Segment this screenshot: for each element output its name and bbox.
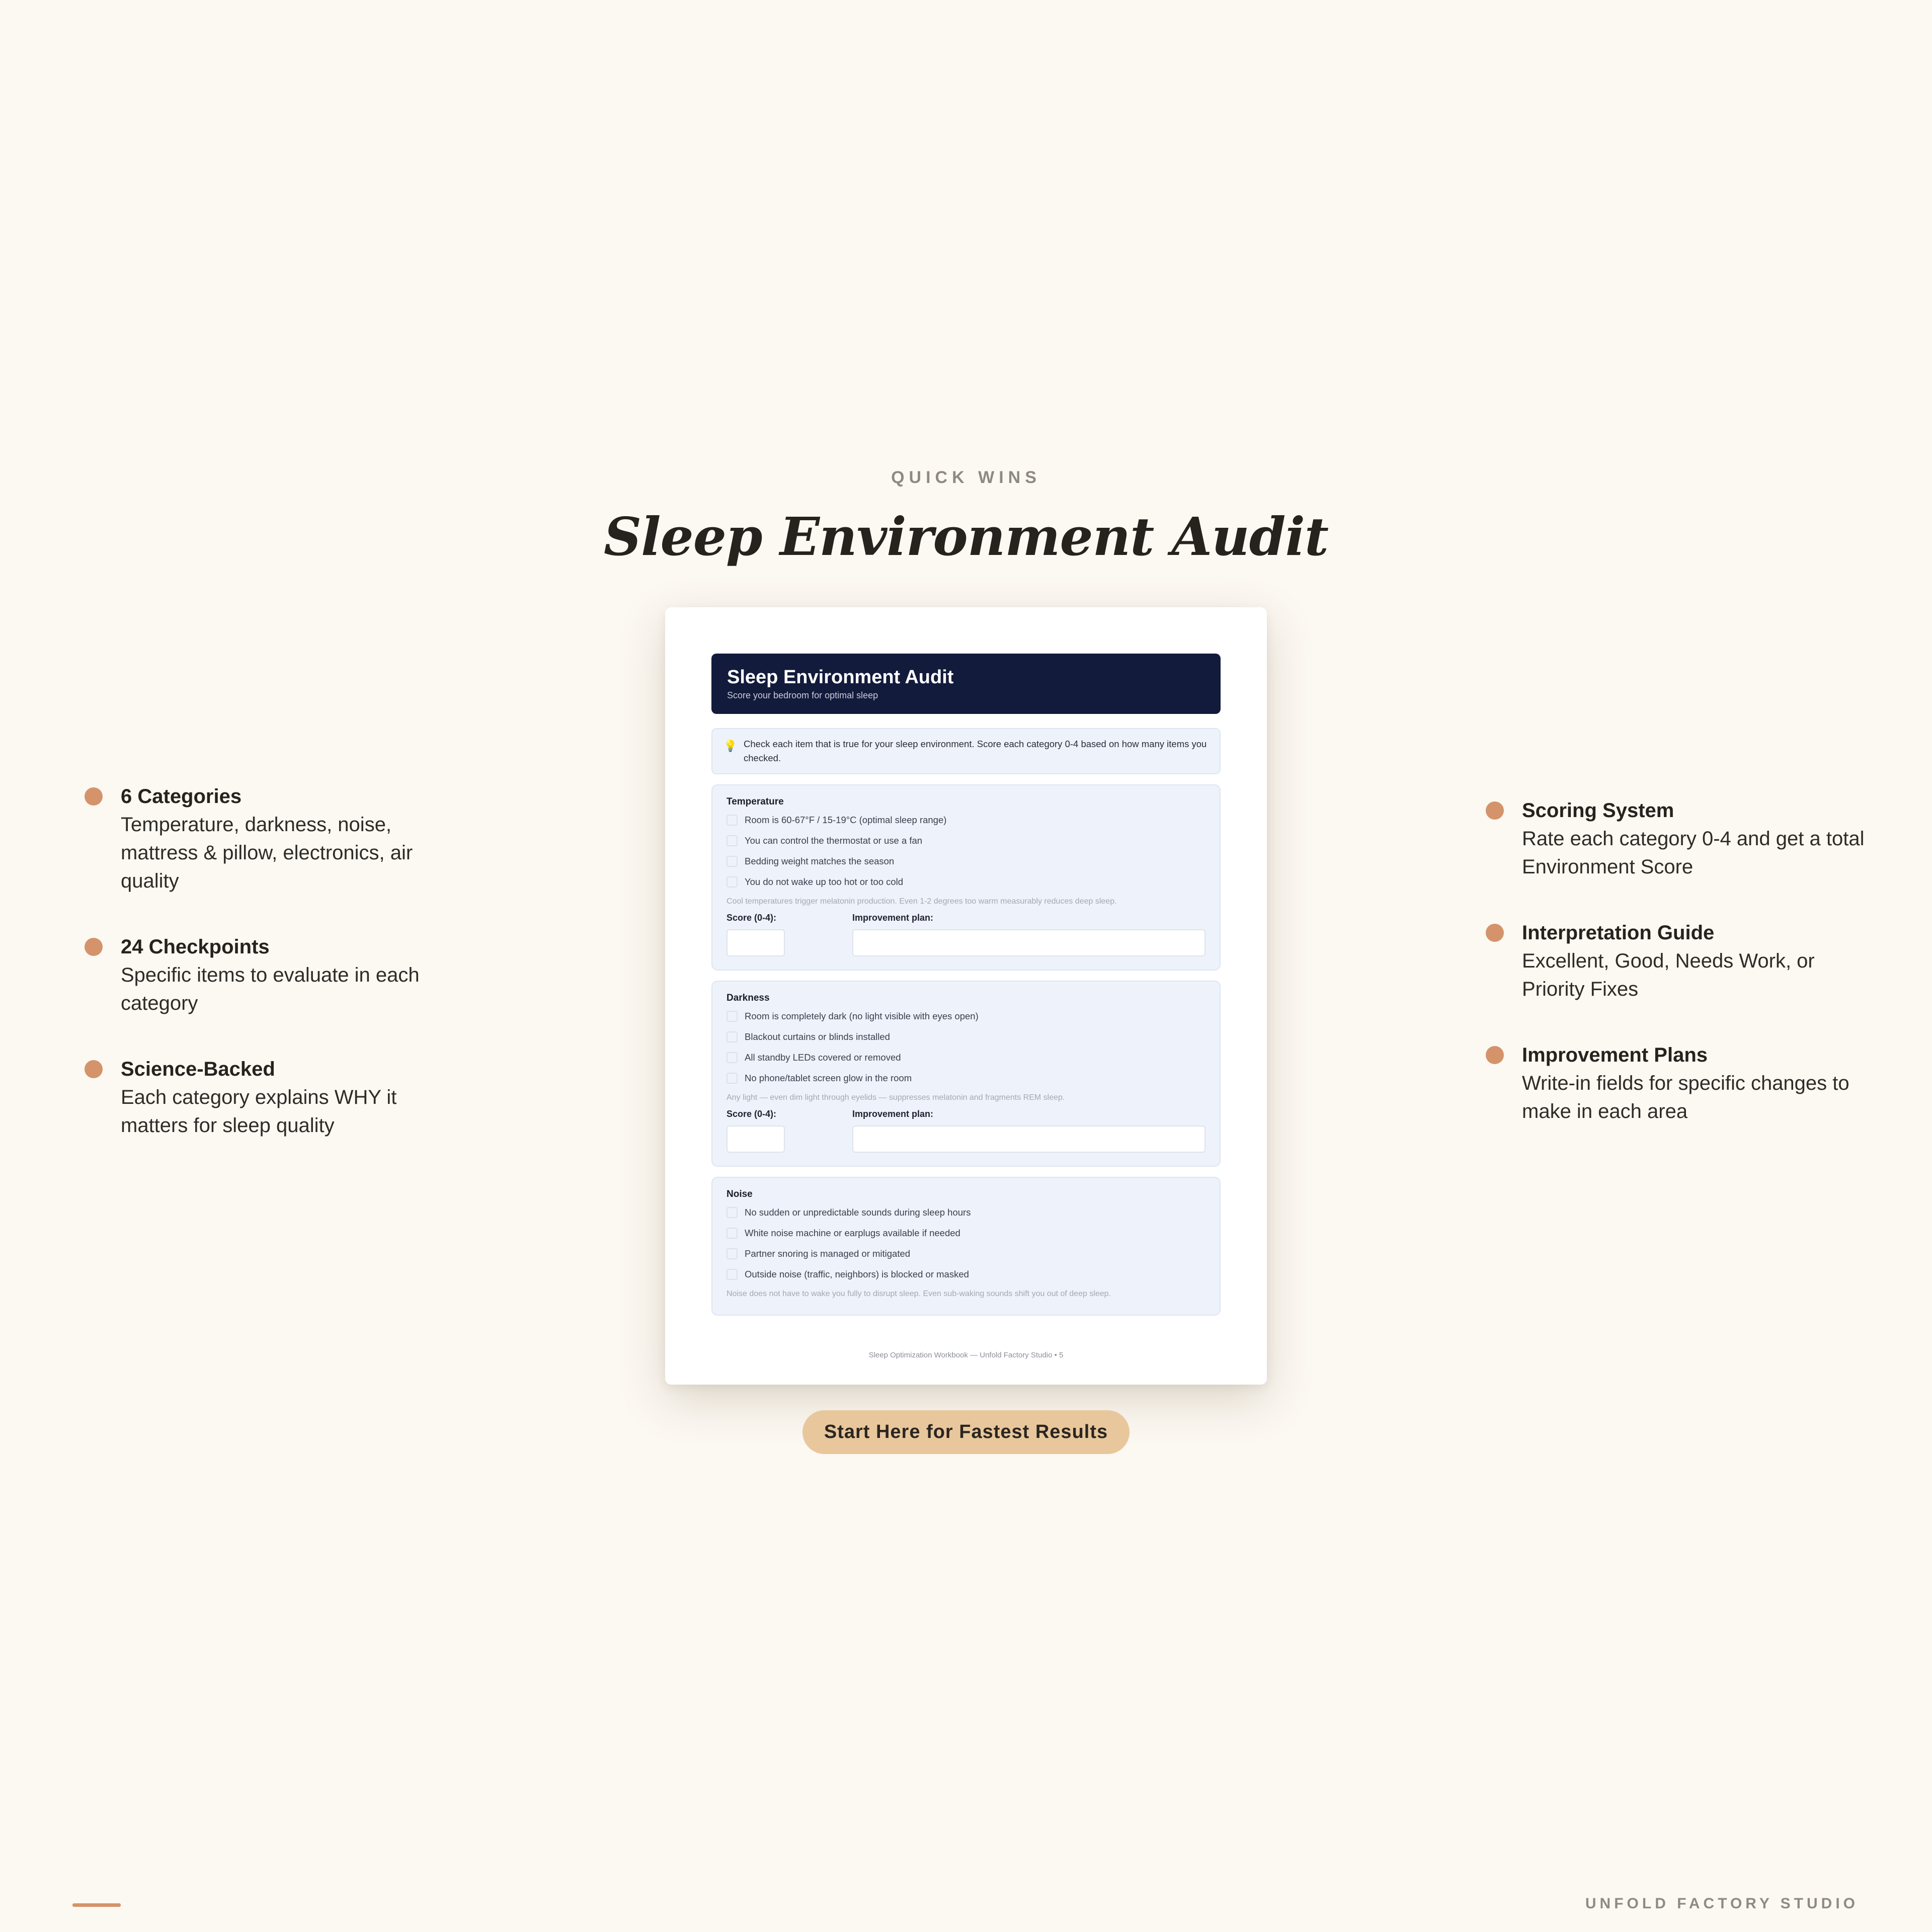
science-note: Noise does not have to wake you fully to disrupt sleep. Even sub-waking sounds shift you out of deep sleep. bbox=[727, 1290, 1111, 1298]
bullet-dot-icon bbox=[85, 938, 103, 956]
feature-item bbox=[1486, 1041, 1868, 1125]
score-label: Score (0-4): bbox=[727, 1109, 777, 1119]
checklist-item[interactable] bbox=[727, 1068, 1205, 1088]
feature-description: Specific items to evaluate in each category bbox=[121, 964, 420, 1014]
feature-description: Excellent, Good, Needs Work, or Priority Fixes bbox=[1522, 950, 1815, 1000]
science-note: Any light — even dim light through eyelids — suppresses melatonin and fragments REM sleep. bbox=[727, 1093, 1065, 1102]
doc-subtitle: Score your bedroom for optimal sleep bbox=[727, 690, 878, 700]
checkbox[interactable] bbox=[727, 1207, 738, 1218]
checklist-item[interactable] bbox=[727, 1202, 1205, 1223]
improvement-plan-input[interactable] bbox=[852, 929, 1205, 956]
bullet-dot-icon bbox=[85, 787, 103, 806]
checklist-item[interactable] bbox=[727, 1243, 1205, 1264]
checkbox[interactable] bbox=[727, 835, 738, 846]
feature-description: Write-in fields for specific changes to make in each area bbox=[1522, 1072, 1849, 1122]
feature-item bbox=[1486, 919, 1868, 1003]
section-noise bbox=[711, 1177, 1221, 1316]
section-temperature bbox=[711, 784, 1221, 971]
doc-title: Sleep Environment Audit bbox=[727, 667, 954, 688]
checkbox[interactable] bbox=[727, 1011, 738, 1022]
workbook-page-preview bbox=[665, 607, 1267, 1385]
section-title: Temperature bbox=[727, 796, 784, 807]
score-row bbox=[727, 1107, 1205, 1153]
improvement-plan-label: Improvement plan: bbox=[852, 913, 934, 923]
checkbox[interactable] bbox=[727, 1269, 738, 1280]
checklist-item-label: White noise machine or earplugs available if needed bbox=[745, 1227, 960, 1238]
checkbox[interactable] bbox=[727, 876, 738, 888]
eyebrow-label: QUICK WINS bbox=[891, 468, 1041, 487]
checkbox[interactable] bbox=[727, 1228, 738, 1239]
feature-item bbox=[85, 1055, 447, 1140]
feature-title: Improvement Plans bbox=[1522, 1044, 1708, 1066]
bullet-dot-icon bbox=[1486, 801, 1504, 820]
checkbox[interactable] bbox=[727, 1073, 738, 1084]
feature-title: 6 Categories bbox=[121, 785, 242, 808]
checklist-item-label: No sudden or unpredictable sounds during sleep hours bbox=[745, 1206, 971, 1218]
checkbox[interactable] bbox=[727, 1052, 738, 1063]
page-title: Sleep Environment Audit bbox=[603, 506, 1329, 568]
score-row bbox=[727, 911, 1205, 956]
checklist-item-label: You do not wake up too hot or too cold bbox=[745, 876, 904, 887]
bullet-dot-icon bbox=[1486, 1046, 1504, 1064]
feature-title: Science-Backed bbox=[121, 1058, 275, 1080]
section-darkness bbox=[711, 981, 1221, 1167]
checklist-item-label: Partner snoring is managed or mitigated bbox=[745, 1248, 911, 1259]
checklist-item-label: No phone/tablet screen glow in the room bbox=[745, 1072, 912, 1083]
score-label: Score (0-4): bbox=[727, 913, 777, 923]
start-here-button[interactable]: Start Here for Fastest Results bbox=[802, 1410, 1130, 1454]
brand-name: UNFOLD FACTORY STUDIO bbox=[1585, 1895, 1859, 1912]
score-input[interactable] bbox=[727, 1125, 785, 1153]
score-input[interactable] bbox=[727, 929, 785, 956]
checklist-item-label: Room is completely dark (no light visible with eyes open) bbox=[745, 1010, 979, 1021]
doc-header-banner bbox=[711, 654, 1221, 714]
checkbox[interactable] bbox=[727, 1031, 738, 1042]
right-feature-list bbox=[1486, 796, 1868, 1163]
checklist-item-label: Bedding weight matches the season bbox=[745, 855, 895, 866]
checklist-item[interactable] bbox=[727, 1223, 1205, 1243]
doc-footer: Sleep Optimization Workbook — Unfold Factory Studio • 5 bbox=[868, 1351, 1064, 1359]
improvement-plan-input[interactable] bbox=[852, 1125, 1205, 1153]
feature-description: Each category explains WHY it matters for sleep quality bbox=[121, 1086, 397, 1137]
feature-item bbox=[85, 933, 447, 1017]
bullet-dot-icon bbox=[85, 1060, 103, 1078]
left-feature-list bbox=[85, 782, 447, 1177]
checkbox[interactable] bbox=[727, 1248, 738, 1259]
feature-title: 24 Checkpoints bbox=[121, 936, 270, 958]
checklist-item-label: Blackout curtains or blinds installed bbox=[745, 1031, 890, 1042]
science-note: Cool temperatures trigger melatonin production. Even 1-2 degrees too warm measurably reduces deep sleep. bbox=[727, 897, 1117, 906]
feature-item bbox=[85, 782, 447, 895]
tip-text: Check each item that is true for your sleep environment. Score each category 0-4 based on how many items you checked. bbox=[744, 739, 1207, 763]
feature-title: Scoring System bbox=[1522, 799, 1674, 822]
feature-title: Interpretation Guide bbox=[1522, 922, 1715, 944]
checklist-item[interactable] bbox=[727, 871, 1205, 892]
feature-item bbox=[1486, 796, 1868, 881]
checklist-item[interactable] bbox=[727, 851, 1205, 871]
checklist-item-label: You can control the thermostat or use a fan bbox=[745, 835, 923, 846]
checklist-item[interactable] bbox=[727, 1047, 1205, 1068]
section-title: Darkness bbox=[727, 993, 770, 1003]
accent-divider bbox=[72, 1903, 121, 1907]
instruction-tip bbox=[711, 728, 1221, 774]
checklist-item-label: Outside noise (traffic, neighbors) is blocked or masked bbox=[745, 1268, 969, 1279]
checklist-item[interactable] bbox=[727, 830, 1205, 851]
checklist-item[interactable] bbox=[727, 1026, 1205, 1047]
checkbox[interactable] bbox=[727, 856, 738, 867]
checkbox[interactable] bbox=[727, 815, 738, 826]
feature-description: Temperature, darkness, noise, mattress & pillow, electronics, air quality bbox=[121, 814, 413, 892]
checklist-item-label: All standby LEDs covered or removed bbox=[745, 1052, 901, 1063]
feature-description: Rate each category 0-4 and get a total Environment Score bbox=[1522, 828, 1865, 878]
checklist-item[interactable] bbox=[727, 1006, 1205, 1026]
checklist-item[interactable] bbox=[727, 810, 1205, 830]
page-content bbox=[711, 654, 1221, 1298]
lightbulb-icon: 💡 bbox=[723, 740, 738, 752]
checklist-item-label: Room is 60-67°F / 15-19°C (optimal sleep range) bbox=[745, 814, 947, 825]
bullet-dot-icon bbox=[1486, 924, 1504, 942]
section-title: Noise bbox=[727, 1189, 753, 1199]
checklist-item[interactable] bbox=[727, 1264, 1205, 1284]
improvement-plan-label: Improvement plan: bbox=[852, 1109, 934, 1119]
